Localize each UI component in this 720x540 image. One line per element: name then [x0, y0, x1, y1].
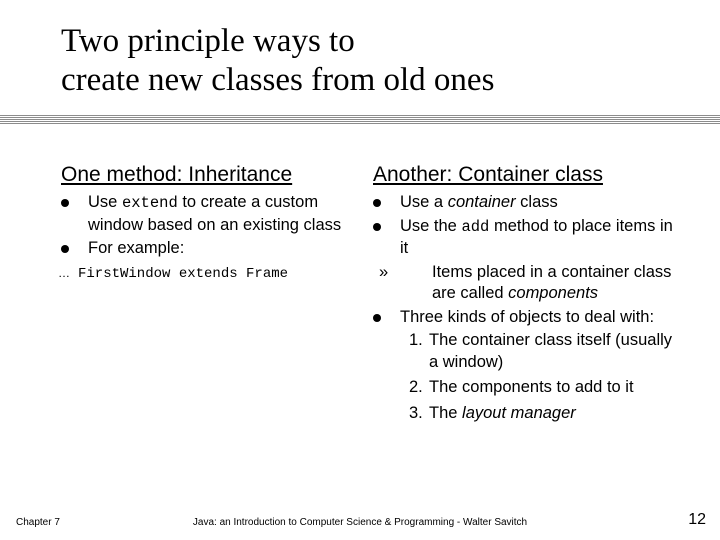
right-column — [373, 162, 673, 428]
right-bullet-2: Use the add method to place items in it — [373, 216, 673, 260]
bullet-icon — [61, 245, 69, 253]
numbered-item-1: 1. The container class itself (usually a window) — [409, 331, 673, 371]
page-number: 12 — [688, 511, 706, 528]
bullet-icon — [373, 223, 381, 231]
numbered-list — [373, 330, 673, 424]
code-example: … FirstWindow extends Frame — [58, 265, 289, 282]
right-bullet-1: Use a container class — [373, 192, 673, 214]
footer-chapter: Chapter 7 — [16, 517, 60, 528]
title-line-1: Two principle ways to — [61, 23, 355, 59]
code-add: add — [461, 217, 490, 236]
right-bullet-3: Three kinds of objects to deal with: — [373, 307, 673, 329]
right-sub-bullet: » Items placed in a container class are called components — [379, 262, 672, 302]
left-bullet-2: For example: — [61, 238, 361, 260]
numbered-item-3: 3. The layout manager — [409, 403, 576, 422]
left-heading: One method: Inheritance — [61, 163, 293, 186]
right-bullet-list — [373, 192, 673, 260]
title-divider — [0, 115, 720, 125]
ellipsis-marker: … — [58, 265, 70, 280]
bullet-icon — [373, 199, 381, 207]
left-bullet-list — [61, 192, 361, 260]
code-extend: extend — [121, 194, 178, 212]
numbered-item-2: 2. The components to add to it — [409, 378, 634, 396]
title-line-2: create new classes from old ones — [61, 62, 495, 98]
left-column — [58, 162, 361, 285]
right-heading: Another: Container class — [373, 163, 603, 186]
right-bullet-list-2 — [373, 307, 673, 329]
bullet-icon — [61, 199, 69, 207]
left-bullet-1: Use extend to create a custom window based on an existing class — [61, 192, 361, 236]
slide-title — [61, 22, 494, 100]
bullet-icon — [373, 314, 381, 322]
sub-bullet-marker: » — [379, 262, 389, 281]
footer-book-title: Java: an Introduction to Computer Science & Programming - Walter Savitch — [192, 517, 528, 528]
